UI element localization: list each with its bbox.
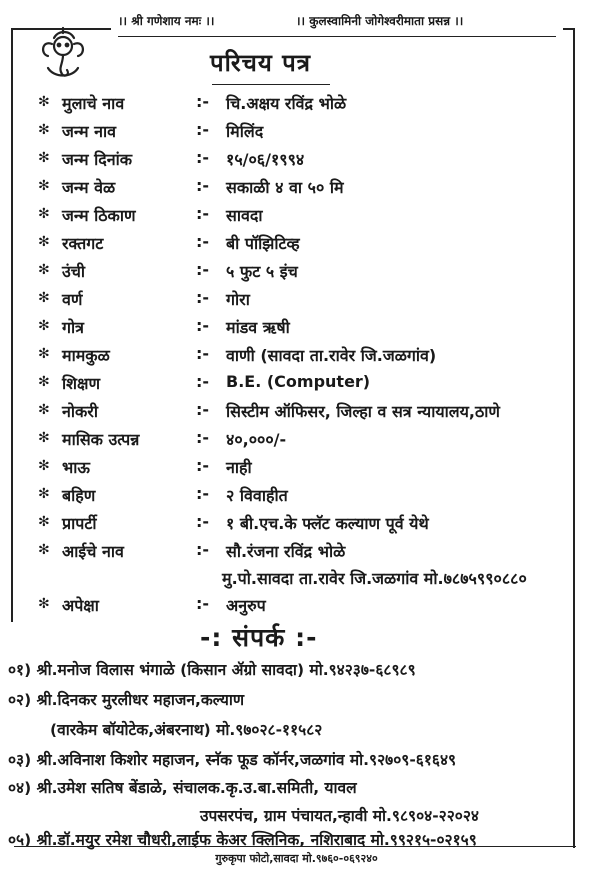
star-bullet-icon: ✻ [38, 430, 50, 446]
detail-value: ४०,०००/- [226, 430, 287, 449]
detail-label: भाऊ [62, 458, 90, 477]
detail-value: ५ फुट ५ इंच [226, 262, 298, 281]
detail-separator: :- [196, 232, 210, 251]
detail-separator: :- [196, 316, 210, 335]
star-bullet-icon: ✻ [38, 262, 50, 278]
page-title: परिचय पत्र [210, 49, 312, 77]
star-bullet-icon: ✻ [38, 234, 50, 250]
star-bullet-icon: ✻ [38, 150, 50, 166]
detail-value: चि.अक्षय रविंद्र भोळे [226, 94, 347, 113]
detail-separator: :- [196, 512, 210, 531]
blessing-ganesh: ।। श्री गणेशाय नमः ।। [118, 14, 215, 28]
contact-heading: -: संपर्क :- [200, 623, 318, 652]
star-bullet-icon: ✻ [38, 318, 50, 334]
detail-value: सकाळी ४ वा ५० मि [226, 178, 344, 197]
detail-label: जन्म ठिकाण [62, 206, 136, 225]
detail-value: सिस्टीम ऑफिसर, जिल्हा व सत्र न्यायालय,ठाणे [226, 402, 500, 421]
detail-label: आईचे नाव [62, 542, 124, 561]
star-bullet-icon: ✻ [38, 178, 50, 194]
detail-label: मासिक उत्पन्न [62, 430, 140, 449]
star-bullet-icon: ✻ [38, 486, 50, 502]
detail-label: मुलाचे नाव [62, 94, 125, 113]
star-bullet-icon: ✻ [38, 206, 50, 222]
detail-separator: :- [196, 372, 210, 391]
detail-separator: :- [196, 456, 210, 475]
star-bullet-icon: ✻ [38, 458, 50, 474]
contact-item: ०१) श्री.मनोज विलास भंगाळे (किसान ॲग्रो सावदा) मो.९४२३७-६८९८९ [8, 661, 416, 679]
detail-label: शिक्षण [62, 374, 101, 393]
star-bullet-icon: ✻ [38, 346, 50, 362]
detail-separator: :- [196, 148, 210, 167]
detail-separator: :- [196, 344, 210, 363]
star-bullet-icon: ✻ [38, 94, 50, 110]
detail-value: २ विवाहीत [226, 486, 288, 505]
star-bullet-icon: ✻ [38, 374, 50, 390]
detail-separator: :- [196, 92, 210, 111]
detail-label: मामकुळ [62, 346, 110, 365]
title-underline [212, 84, 330, 85]
border-left [11, 28, 13, 622]
detail-separator: :- [196, 204, 210, 223]
detail-value: अनुरुप [226, 596, 266, 615]
detail-label: वर्ण [62, 290, 83, 309]
detail-separator: :- [196, 400, 210, 419]
detail-label: बहिण [62, 486, 96, 505]
contact-item: ०२) श्री.दिनकर मुरलीधर महाजन,कल्याण [8, 691, 245, 709]
mother-address: मु.पो.सावदा ता.रावेर जि.जळगांव मो.७८७५९९०८८० [222, 569, 527, 588]
star-bullet-icon: ✻ [38, 596, 50, 612]
header-divider [118, 36, 556, 37]
blessing-kuldevi: ।। कुलस्वामिनी जोगेश्वरीमाता प्रसन्न ।। [296, 14, 464, 28]
detail-value: १ बी.एच.के फ्लॅट कल्याण पूर्व येथे [226, 514, 429, 533]
contact-item-continued: (वारकेम बॉयोटेक,अंबरनाथ) मो.९७०२८-११५८२ [50, 721, 323, 739]
detail-value: गोरा [226, 290, 250, 309]
border-right [573, 28, 575, 848]
detail-value: मांडव ऋषी [226, 318, 290, 337]
detail-value: मिलिंद [226, 122, 264, 141]
detail-value: सौ.रंजना रविंद्र भोळे [226, 542, 346, 561]
star-bullet-icon: ✻ [38, 402, 50, 418]
detail-separator: :- [196, 540, 210, 559]
detail-value: B.E. (Computer) [226, 372, 371, 391]
detail-separator: :- [196, 288, 210, 307]
detail-value: १५/०६/१९९४ [226, 150, 305, 169]
detail-value: वाणी (सावदा ता.रावेर जि.जळगांव) [226, 346, 437, 365]
detail-value: बी पॉझिटिव्ह [226, 234, 300, 253]
detail-label: जन्म नाव [62, 122, 117, 141]
detail-separator: :- [196, 484, 210, 503]
detail-separator: :- [196, 120, 210, 139]
contact-item: ०५) श्री.डॉ.मयुर रमेश चौधरी,लाईफ केअर क्लिनिक, नशिराबाद मो.९९२१५-०२१५९ [8, 831, 477, 849]
detail-value: सावदा [226, 206, 263, 225]
star-bullet-icon: ✻ [38, 122, 50, 138]
detail-label: जन्म वेळ [62, 178, 116, 197]
detail-label: रक्तगट [62, 234, 104, 253]
detail-separator: :- [196, 594, 210, 613]
star-bullet-icon: ✻ [38, 514, 50, 530]
detail-separator: :- [196, 260, 210, 279]
detail-label: प्रापर्टी [62, 514, 97, 533]
detail-label: नोकरी [62, 402, 99, 421]
contact-item-continued: उपसरपंच, ग्राम पंचायत,न्हावी मो.९८९०४-२२०२४ [200, 807, 479, 825]
detail-label: जन्म दिनांक [62, 150, 133, 169]
detail-value: नाही [226, 458, 252, 477]
footer-divider [14, 846, 576, 847]
detail-label: गोत्र [62, 318, 84, 337]
contact-item: ०४) श्री.उमेश सतिष बेंडाळे, संचालक.कृ.उ.बा.समिती, यावल [8, 779, 357, 797]
detail-separator: :- [196, 428, 210, 447]
photo-studio-credit: गुरुकृपा फोटो,सावदा मो.९७६०-०६९२४० [215, 852, 378, 865]
detail-label: अपेक्षा [62, 596, 99, 615]
star-bullet-icon: ✻ [38, 542, 50, 558]
detail-separator: :- [196, 176, 210, 195]
star-bullet-icon: ✻ [38, 290, 50, 306]
contact-item: ०३) श्री.अविनाश किशोर महाजन, स्नॅक फूड कॉर्नर,जळगांव मो.९२७०९-६१६४९ [8, 751, 457, 769]
ganesha-icon [34, 24, 92, 82]
detail-label: उंची [62, 262, 86, 281]
